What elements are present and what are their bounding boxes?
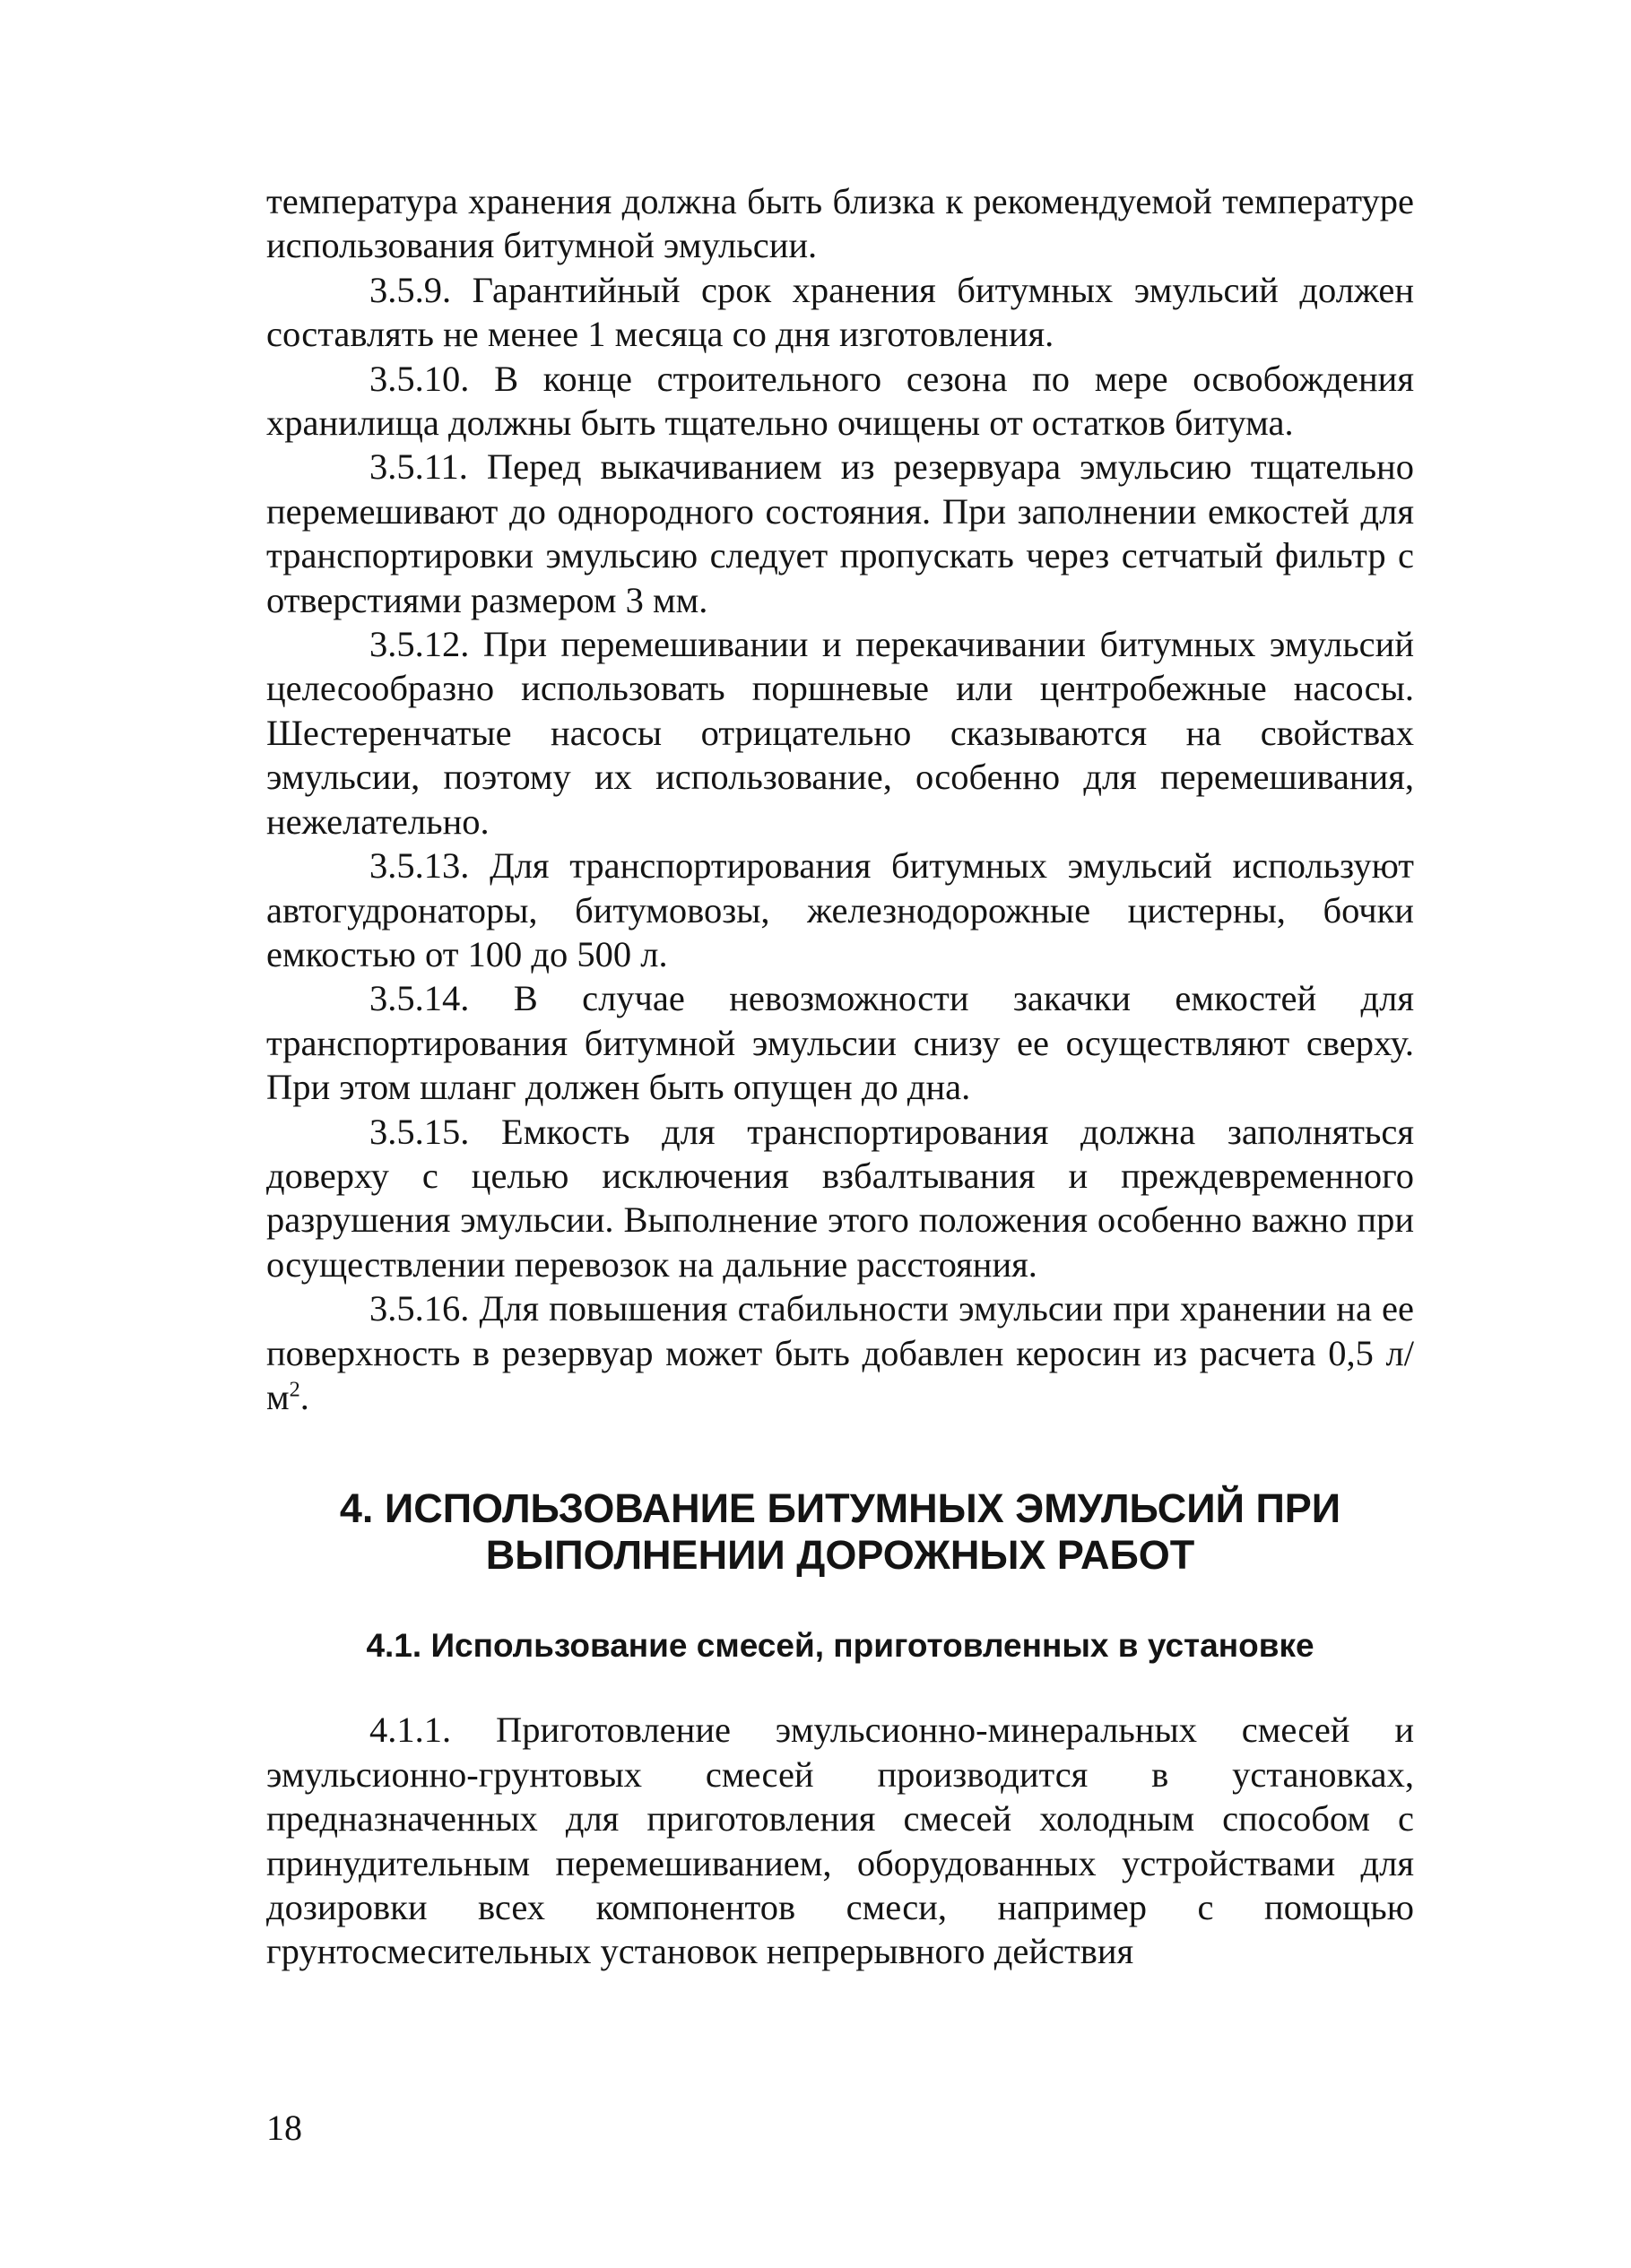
paragraph-3-5-13: 3.5.13. Для транспортирования битумных эмульсий используют автогудронаторы, битумовозы, железнодорожные цистерны, бочки емкостью от 100 до 500 л. bbox=[266, 845, 1414, 974]
chapter-heading-line-1: 4. ИСПОЛЬЗОВАНИЕ БИТУМНЫХ ЭМУЛЬСИЙ ПРИ bbox=[339, 1485, 1341, 1532]
chapter-heading bbox=[266, 1485, 1414, 1579]
paragraph-continuation: температура хранения должна быть близка к рекомендуемой температуре использования битумной эмульсии. bbox=[266, 181, 1414, 266]
paragraph-3-5-14: 3.5.14. В случае невозможности закачки емкостей для транспортирования битумной эмульсии снизу ее осуществляют сверху. При этом шланг должен быть опущен до дна. bbox=[266, 978, 1414, 1108]
paragraph-3-5-16-text: 3.5.16. Для повышения стабильности эмульсии при хранении на ее поверхность в резервуар может быть добавлен керосин из расчета 0,5 л/м bbox=[266, 1288, 1414, 1417]
paragraph-3-5-11: 3.5.11. Перед выкачиванием из резервуара эмульсию тщательно перемешивают до однородного состояния. При заполнении емкостей для транспортировки эмульсию следует пропускать через сетчатый фильтр с отверстиями размером 3 мм. bbox=[266, 446, 1414, 620]
paragraph-3-5-12: 3.5.12. При перемешивании и перекачивании битумных эмульсий целесообразно использовать поршневые или центробежные насосы. Шестеренчатые насосы отрицательно сказываются на свойствах эмульсии, поэтому их использование, особенно для перемешивания, нежелательно. bbox=[266, 624, 1414, 842]
paragraph-3-5-9: 3.5.9. Гарантийный срок хранения битумных эмульсий должен составлять не менее 1 месяца со дня изготовления. bbox=[266, 269, 1414, 355]
chapter-heading-line-2: ВЫПОЛНЕНИИ ДОРОЖНЫХ РАБОТ bbox=[485, 1532, 1195, 1579]
page-number: 18 bbox=[266, 2108, 302, 2148]
section-heading: 4.1. Использование смесей, приготовленных в установке bbox=[366, 1627, 1314, 1665]
body-text bbox=[266, 179, 1414, 1974]
superscript-2: 2 bbox=[289, 1377, 300, 1402]
paragraph-3-5-10: 3.5.10. В конце строительного сезона по мере освобождения хранилища должны быть тщательно очищены от остатков битума. bbox=[266, 358, 1414, 444]
paragraph-3-5-16 bbox=[266, 1286, 1414, 1419]
paragraph-4-1-1: 4.1.1. Приготовление эмульсионно-минеральных смесей и эмульсионно-грунтовых смесей производится в установках, предназначенных для приготовления смесей холодным способом с принудительным перемешиванием, оборудованных устройствами для дозировки всех компонентов смеси, например с помощью грунтосмесительных установок непрерывного действия bbox=[266, 1710, 1414, 1972]
paragraph-3-5-16-end: . bbox=[299, 1376, 309, 1417]
paragraph-3-5-15: 3.5.15. Емкость для транспортирования должна заполняться доверху с целью исключения взбалтывания и преждевременного разрушения эмульсии. Выполнение этого положения особенно важно при осуществлении перевозок на дальние расстояния. bbox=[266, 1111, 1414, 1285]
